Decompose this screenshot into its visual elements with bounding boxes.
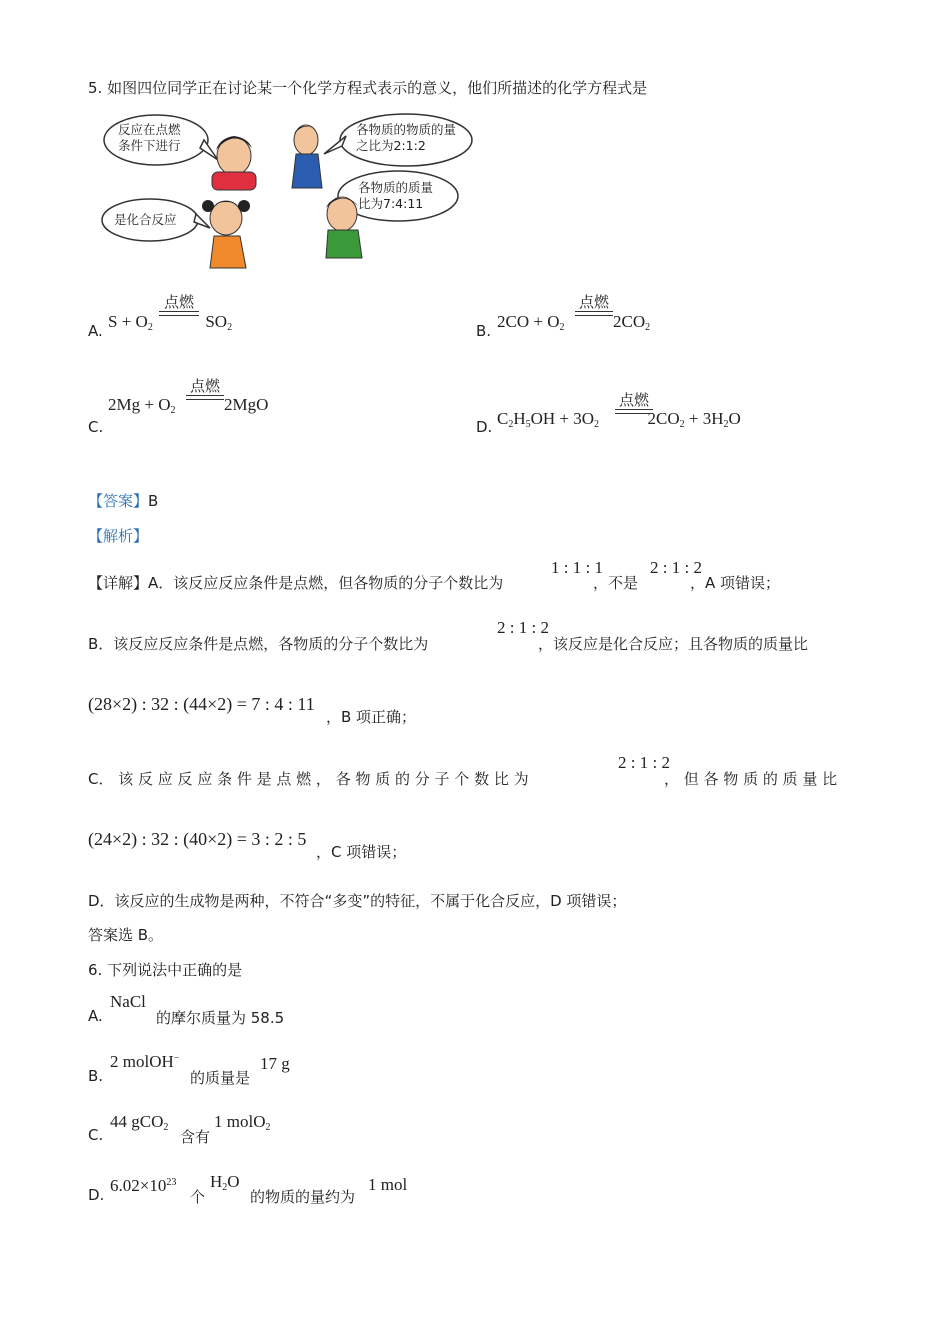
detail-c-suffix: ， 但 各 物 质 的 质 量 比 — [664, 770, 838, 788]
detail-c-ratio: 2 : 1 : 2 — [618, 753, 670, 772]
detail-a-mid: ，不是 — [593, 574, 639, 592]
option-a-letter: A. — [88, 322, 103, 340]
detail-a-suffix: ，A 项错误； — [690, 574, 781, 592]
conclusion-text: 答案选 B。 — [88, 926, 164, 944]
option-d-equation: $C_2H_5OH + 3O_2$ $2CO_2 + 3H_2O$ — [497, 409, 741, 430]
detail-b-suffix: ，该反应是化合反应；且各物质的质量比 — [538, 635, 809, 653]
student-3-figure — [202, 200, 250, 268]
q6-option-d-text-1: 个 — [190, 1188, 206, 1206]
q6-option-c-text: 含有 — [180, 1128, 211, 1146]
q6-option-c-formula: 44 gCO$_2$ — [110, 1112, 169, 1133]
q6-option-d-number: $6.02\times 10^{23}$ — [110, 1176, 177, 1195]
detail-c-math: (24×2) : 32 : (40×2) = 3 : 2 : 5 — [88, 829, 307, 849]
option-b-equation: $2CO + O_2$ $2CO_2$ — [497, 312, 651, 333]
bubble-text-4: 是化合反应 — [114, 212, 177, 227]
option-c-condition: 点燃 — [186, 378, 224, 400]
q6-option-c-letter: C. — [88, 1126, 104, 1144]
q6-option-d-value: 1 mol — [368, 1175, 408, 1194]
question-5-stem: 5. 如图四位同学正在讨论某一个化学方程式表示的意义，他们所描述的化学方程式是 — [88, 79, 648, 97]
bubble-text-2: 各物质的物质的量之比为2:1:2 — [356, 122, 457, 153]
option-a-condition: 点燃 — [159, 294, 199, 316]
q6-option-d-formula: $H_2O$ — [210, 1172, 240, 1193]
detail-c-end: ，C 项错误； — [316, 843, 407, 861]
q6-option-b-formula: 2 molOH− — [110, 1052, 180, 1071]
q6-option-a-formula: NaCl — [110, 992, 146, 1011]
detail-b-end: ，B 项正确； — [326, 708, 417, 726]
discussion-illustration — [100, 110, 480, 272]
q6-option-b-value: 17 g — [260, 1054, 290, 1073]
option-c-letter: C. — [88, 418, 104, 436]
q6-option-a-text: 的摩尔质量为 58.5 — [156, 1009, 285, 1027]
detail-d-text: D．该反应的生成物是两种，不符合“多变”的特征，不属于化合反应，D 项错误； — [88, 892, 627, 910]
bubble-text-3: 各物质的质量比为7:4:11 — [358, 180, 434, 211]
detail-a-ratio-1: 1 : 1 : 1 — [551, 558, 603, 577]
detail-b-math: (28×2) : 32 : (44×2) = 7 : 4 : 11 — [88, 694, 315, 714]
option-c-equation: $2Mg + O_2$ 2MgO — [108, 395, 269, 416]
q6-option-c-value: 1 molO$_2$ — [214, 1112, 271, 1133]
student-1-figure — [212, 136, 256, 190]
analysis-tag: 【解析】 — [88, 527, 149, 545]
q6-option-d-text-2: 的物质的量约为 — [250, 1188, 356, 1206]
option-d-letter: D. — [476, 418, 493, 436]
option-b-letter: B. — [476, 322, 492, 340]
q6-option-a-letter: A. — [88, 1007, 103, 1025]
detail-a-ratio-2: 2 : 1 : 2 — [650, 558, 702, 577]
option-b-condition: 点燃 — [575, 294, 613, 316]
student-2-figure — [292, 125, 322, 188]
bubble-text-1: 反应在点燃条件下进行 — [118, 122, 181, 153]
detail-b-ratio: 2 : 1 : 2 — [497, 618, 549, 637]
detail-b-text: B．该反应反应条件是点燃，各物质的分子个数比为 — [88, 635, 429, 653]
q6-option-b-letter: B. — [88, 1067, 104, 1085]
q6-option-b-text: 的质量是 — [190, 1069, 251, 1087]
answer-line: 【答案】B — [88, 492, 159, 510]
option-d-condition: 点燃 — [615, 392, 653, 414]
question-6-stem: 6. 下列说法中正确的是 — [88, 961, 243, 979]
q6-option-d-letter: D. — [88, 1186, 105, 1204]
option-a-equation: $S + O_2$ $SO_2$ — [108, 312, 233, 333]
detail-c-text: C． 该 反 应 反 应 条 件 是 点 燃 ， 各 物 质 的 分 子 个 数 比 为 — [88, 770, 529, 788]
detail-a-text: 【详解】A．该反应反应条件是点燃，但各物质的分子个数比为 — [88, 574, 504, 592]
